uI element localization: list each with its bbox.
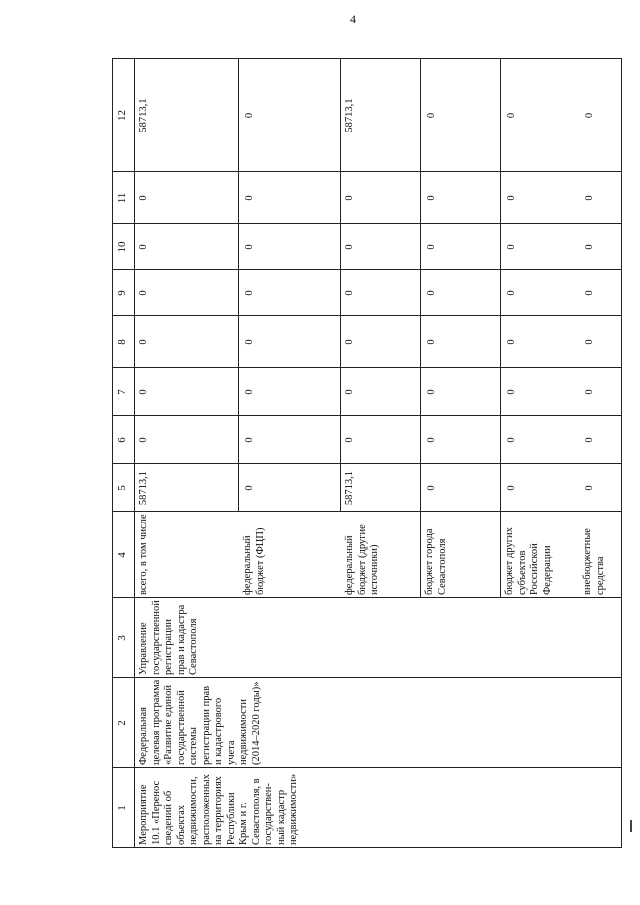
header-col-9: 9 xyxy=(116,290,128,296)
value-cell: 0 xyxy=(506,244,517,250)
value-cell: 58713,1 xyxy=(344,98,355,133)
header-row-divider xyxy=(134,58,135,848)
table-border-right xyxy=(112,58,622,59)
value-cell: 0 xyxy=(426,485,437,491)
column-divider xyxy=(112,223,622,224)
value-cell: 58713,1 xyxy=(138,98,149,133)
value-cell: 0 xyxy=(244,485,255,491)
value-cell: 0 xyxy=(584,195,595,201)
table-border-top xyxy=(112,58,113,848)
value-cell: 0 xyxy=(426,339,437,345)
value-cell: 0 xyxy=(138,437,149,443)
header-col-10: 10 xyxy=(116,241,128,253)
value-cell: 0 xyxy=(506,112,517,119)
value-cell: 0 xyxy=(426,389,437,395)
source-federal-other: федеральный бюджет (другие источники) xyxy=(344,524,380,595)
source-total: всего, в том числе xyxy=(138,514,149,595)
column-divider xyxy=(112,767,622,768)
value-cell: 0 xyxy=(584,290,595,296)
value-cell: 0 xyxy=(506,195,517,201)
source-sevastopol-budget: бюджет города Севастополя xyxy=(424,528,448,595)
value-cell: 0 xyxy=(584,112,595,119)
column-divider xyxy=(112,171,622,172)
value-cell: 0 xyxy=(344,437,355,443)
column-divider xyxy=(112,463,622,464)
column-divider xyxy=(112,597,622,598)
value-cell: 0 xyxy=(426,112,437,119)
value-cell: 0 xyxy=(344,339,355,345)
value-cell: 0 xyxy=(244,112,255,119)
value-cell: 0 xyxy=(344,389,355,395)
header-col-5: 5 xyxy=(116,485,128,491)
value-cell: 0 xyxy=(244,437,255,443)
funding-table xyxy=(112,58,622,848)
value-cell: 0 xyxy=(138,290,149,296)
column-divider xyxy=(112,415,622,416)
value-cell: 0 xyxy=(426,244,437,250)
value-cell: 0 xyxy=(138,389,149,395)
value-cell: 0 xyxy=(138,339,149,345)
value-cell: 0 xyxy=(138,195,149,201)
header-col-8: 8 xyxy=(116,339,128,345)
source-extrabudgetary: внебюджетные средства xyxy=(582,528,606,595)
row-divider xyxy=(238,58,239,512)
margin-mark xyxy=(630,820,632,832)
value-cell: 0 xyxy=(506,437,517,443)
value-cell: 58713,1 xyxy=(138,470,149,506)
value-cell: 0 xyxy=(138,244,149,250)
header-col-6: 6 xyxy=(116,437,128,443)
value-cell: 0 xyxy=(506,389,517,395)
page-number: 4 xyxy=(350,12,356,26)
value-cell: 0 xyxy=(344,195,355,201)
column-divider xyxy=(112,511,622,512)
table-border-left xyxy=(112,847,622,848)
value-cell: 0 xyxy=(344,244,355,250)
header-col-2: 2 xyxy=(116,720,128,726)
value-cell: 0 xyxy=(584,244,595,250)
value-cell: 0 xyxy=(506,339,517,345)
executor-cell: Управление государственной регистрации прав и кадастра Севастополя xyxy=(138,600,199,675)
row-divider xyxy=(420,58,421,598)
program-cell: Федеральная целевая программа «Развитие единой государственной системы регистрации прав и кадастрового учета недвижимости (2014–2020 годы)» xyxy=(138,679,262,765)
value-cell: 0 xyxy=(584,485,595,491)
source-federal-fcp: федеральный бюджет (ФЦП) xyxy=(242,527,266,595)
header-col-3: 3 xyxy=(116,635,128,641)
header-col-1: 1 xyxy=(116,805,128,811)
header-col-11: 11 xyxy=(116,192,128,204)
header-col-7: 7 xyxy=(116,389,128,395)
table-border-bottom xyxy=(621,58,622,848)
value-cell: 0 xyxy=(426,290,437,296)
value-cell: 0 xyxy=(426,437,437,443)
value-cell: 0 xyxy=(244,339,255,345)
value-cell: 0 xyxy=(244,244,255,250)
value-cell: 0 xyxy=(244,290,255,296)
value-cell: 0 xyxy=(244,389,255,395)
source-other-subjects: бюджет других субъектов Российской Федерации xyxy=(504,527,553,595)
row-divider xyxy=(500,58,501,598)
header-col-12: 12 xyxy=(116,110,128,121)
row-divider xyxy=(340,58,341,512)
value-cell: 0 xyxy=(344,290,355,296)
value-cell: 0 xyxy=(584,389,595,395)
column-divider xyxy=(112,315,622,316)
value-cell: 0 xyxy=(584,437,595,443)
value-cell: 0 xyxy=(244,195,255,201)
value-cell: 0 xyxy=(426,195,437,201)
value-cell: 0 xyxy=(584,339,595,345)
column-divider xyxy=(112,677,622,678)
value-cell: 0 xyxy=(506,485,517,491)
column-divider xyxy=(112,269,622,270)
header-col-4: 4 xyxy=(116,552,128,558)
column-divider xyxy=(112,367,622,368)
measure-cell: Мероприятие 10.1 «Перенос сведений об объектах недвижимости, расположенных на территориях Республики Крым и г. Севастополя, в государствен-ный кадастр недвижимости» xyxy=(138,773,299,845)
value-cell: 58713,1 xyxy=(344,470,355,506)
value-cell: 0 xyxy=(506,290,517,296)
